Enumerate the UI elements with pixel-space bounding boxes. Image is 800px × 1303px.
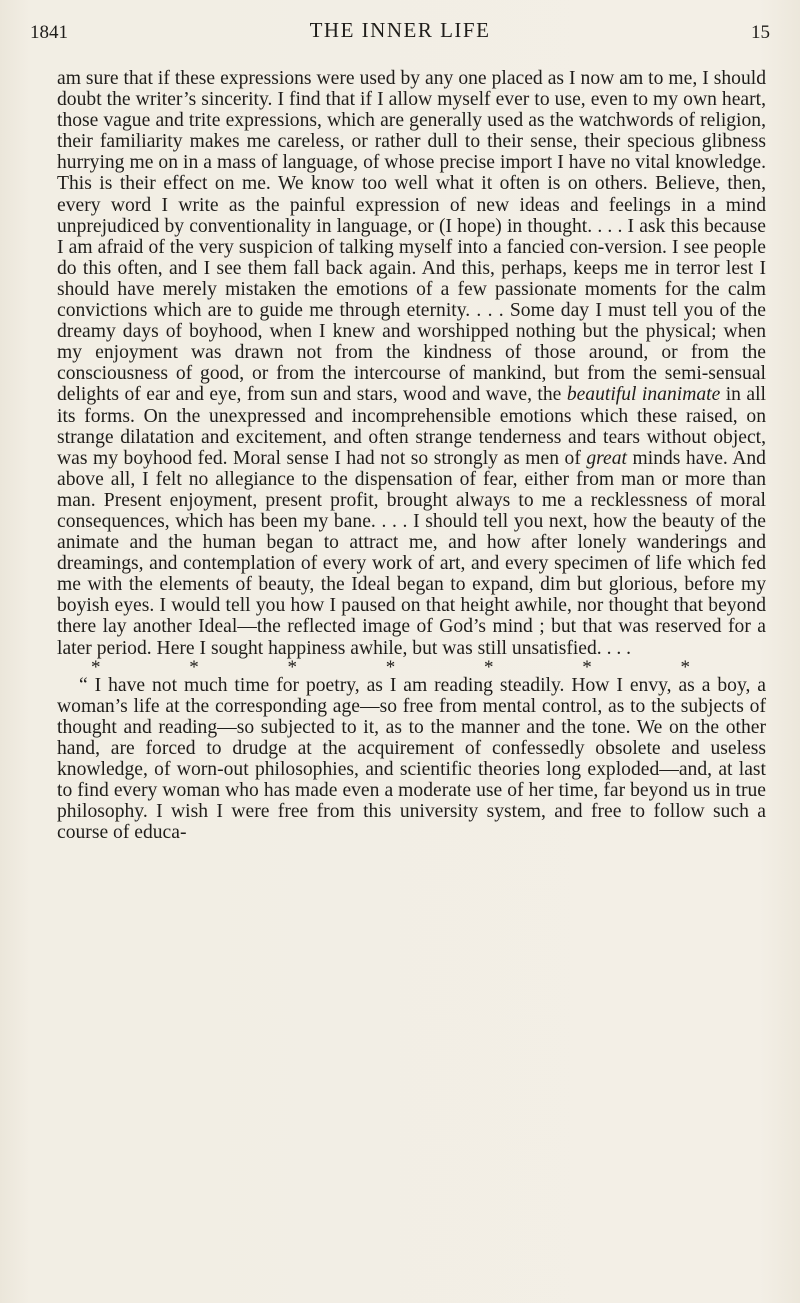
paragraph-text: am sure that if these expressions were used by any one placed as I now am to me, I should doubt the writer’s sincerity. I find that if I allow myself ever to use, even to my own heart, those vague and trite expressions, which are generally used as the watchwords of religion, their familiarity makes me careless, or rather dull to their sense, their specious glibness hurrying me on in a mass of language, of whose precise import I have no vital knowledge. This is their effect on me. We know too well what it often is on others. Believe, then, every word I write as the painful expression of new ideas and feelings in a mind unprejudiced by conventionality in language, or (I hope) in thought. . . . I ask this because I am afraid of the very suspicion of talking myself into a fancied con-version. I see people do this often, and I see them fall back again. And this, perhaps, keeps me in terror lest I should have merely mistaken the emotions of a few passionate moments for the calm convictions which are to guide me through eternity. . . . Some day I must tell you of the dreamy days of boyhood, when I knew and worshipped nothing but the physical; when my enjoyment was drawn not from the kindness of those around, or from the consciousness of good, or from the intercourse of mankind, but from the semi-sensual delights of ear and eye, from sun and stars, wood and wave, the — [57, 68, 766, 406]
running-head-year: 1841 — [30, 22, 68, 43]
italic-phrase: beautiful inanimate — [566, 384, 721, 406]
paragraph-continued — [57, 68, 766, 659]
paragraph-text: minds have. And above all, I felt no allegiance to the dispensation of fear, either from man or more than man. Present enjoyment, present profit, brought always to me a recklessness of moral consequences, which has been my bane. . . . I should tell you next, how the beauty of the animate and the human began to attract me, and how after lonely wanderings and dreamings, and contemplation of every work of art, and every specimen of life which fed me with the elements of beauty, the Ideal began to expand, dim but glorious, before my boyish eyes. I would tell you how I paused on that height awhile, nor thought that beyond there lay another Ideal—the reflected image of God’s mind ; but that was reserved for a later period. Here I sought happiness awhile, but was still unsatisfied. . . . — [57, 447, 766, 659]
running-head-title: THE INNER LIFE — [309, 18, 491, 42]
section-separator: * * * * * * * — [91, 656, 732, 678]
paragraph-letter: “ I have not much time for poetry, as I am reading steadily. How I envy, as a boy, a woman’s life at the corresponding age—so free from mental control, as to the subjects of thought and reading—so subjected to it, as to the manner and the tone. We on the other hand, are forced to drudge at the acquirement of confessedly obsolete and useless knowledge, of worn-out philosophies, and scientific theories long exploded—and, at last to find every woman who has made even a moderate use of her time, far beyond us in true philosophy. I wish I were free from this university system, and free to follow such a course of educa- — [57, 674, 766, 844]
body-text — [57, 68, 766, 843]
page-number: 15 — [751, 22, 770, 43]
running-head — [30, 16, 770, 46]
italic-word: great — [586, 447, 627, 469]
paragraph-text: in all its forms. On the unexpressed and incomprehensible emotions which these raised, on strange dilatation and excitement, and often strange tenderness and tears without object, was my boyhood fed. Moral sense I had not so strongly as men of — [57, 384, 766, 469]
